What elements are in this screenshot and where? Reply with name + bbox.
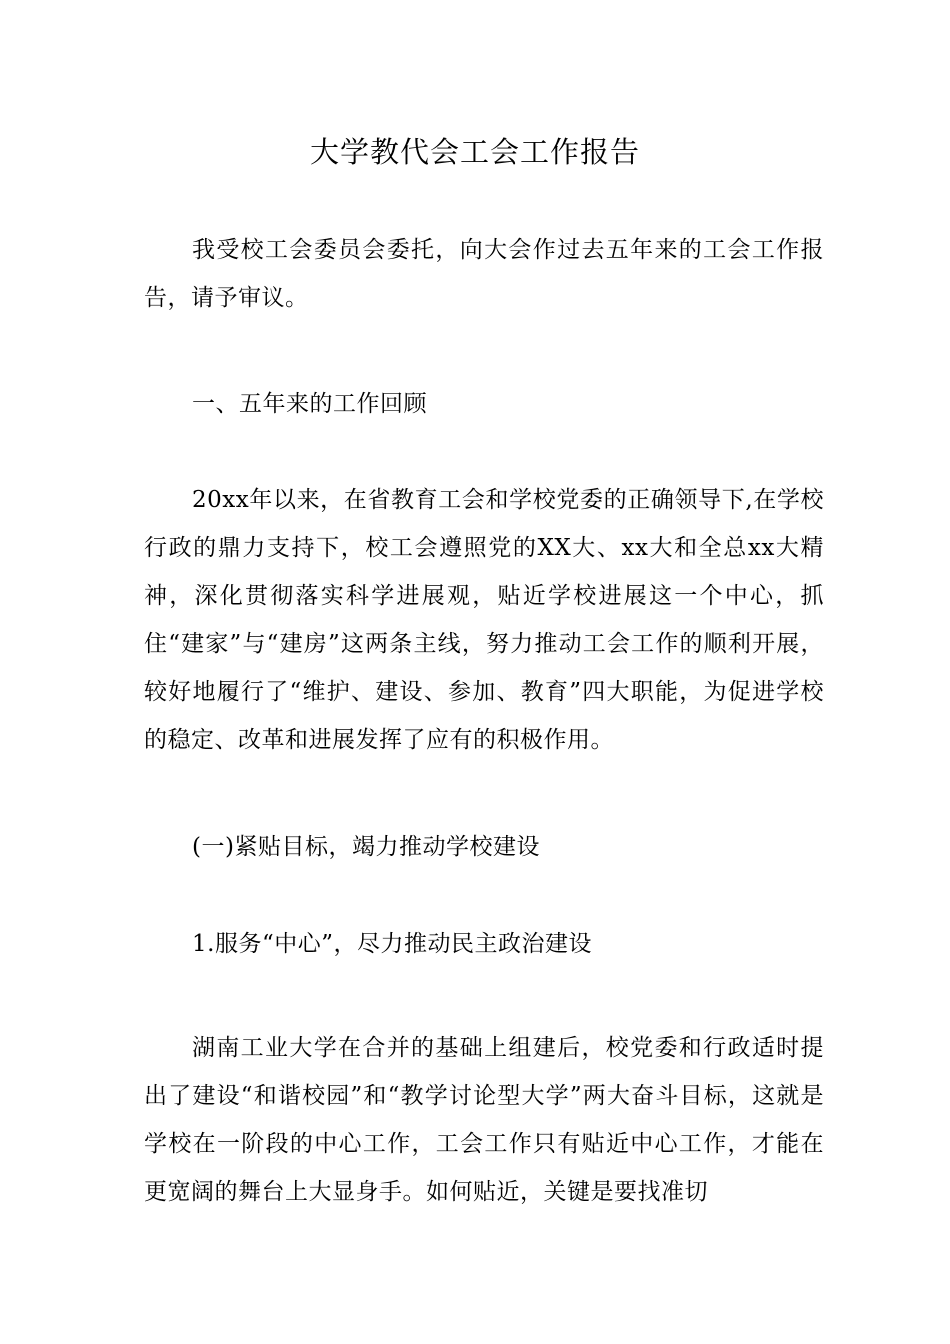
document-title: 大学教代会工会工作报告 [309,135,640,169]
section-heading: 一、五年来的工作回顾 [192,391,427,417]
subsection-heading: (一)紧贴目标，竭力推动学校建设 [192,834,540,860]
intro-paragraph: 我受校工会委员会委托，向大会作过去五年来的工会工作报告，请予审议。 [144,237,824,311]
review-paragraph: 20xx年以来，在省教育工会和学校党委的正确领导下,在学校行政的鼎力支持下，校工会遵照党的XX大、xx大和全总xx大精神，深化贯彻落实科学进展观，贴近学校进展这一个中心，抓住“建家”与“建房”这两条主线，努力推动工会工作的顺利开展，较好地履行了“维护、建设、参加、教育”四大职能，为促进学校的稳定、改革和进展发挥了应有的积极作用。 [144,487,824,753]
item-heading: 1.服务“中心”，尽力推动民主政治建设 [192,931,592,957]
body-paragraph: 湖南工业大学在合并的基础上组建后，校党委和行政适时提出了建设“和谐校园”和“教学讨论型大学”两大奋斗目标，这就是学校在一阶段的中心工作，工会工作只有贴近中心工作，才能在更宽阔的舞台上大显身手。如何贴近，关键是要找准切 [144,1035,824,1205]
